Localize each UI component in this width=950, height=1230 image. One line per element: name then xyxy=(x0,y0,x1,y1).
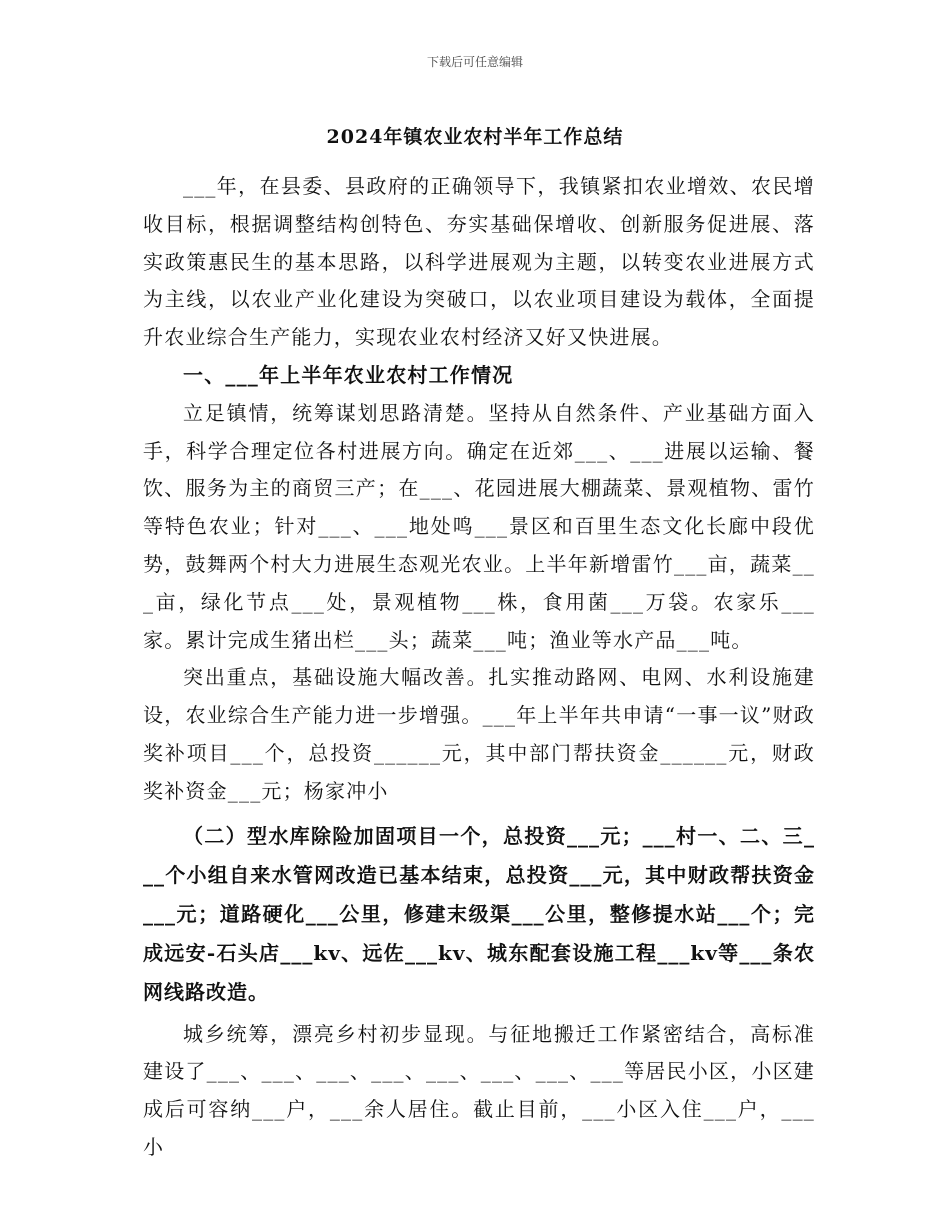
document-title: 2024年镇农业农村半年工作总结 xyxy=(326,126,624,148)
paragraph-planning: 立足镇情，统筹谋划思路清楚。坚持从自然条件、产业基础方面入手，科学合理定位各村进展方向。确定在近郊___、___进展以运输、餐饮、服务为主的商贸三产；在___、花园进展大棚蔬菜、景观植物、雷竹等特色农业；针对___、___地处鸣___景区和百里生态文化长廊中段优势，鼓舞两个村大力进展生态观光农业。上半年新增雷竹___亩，蔬菜___亩，绿化节点___处，景观植物___株，食用菌___万袋。农家乐___家。累计完成生猪出栏___头；蔬菜___吨；渔业等水产品___吨。 xyxy=(143,400,815,652)
paragraph-infrastructure: 突出重点，基础设施大幅改善。扎实推动路网、电网、水利设施建设，农业综合生产能力进一步增强。___年上半年共申请“一事一议”财政奖补项目___个，总投资______元，其中部门帮扶资金______元，财政奖补资金___元；杨家冲小 xyxy=(143,665,815,803)
document-body xyxy=(143,168,815,1167)
intro-paragraph: ___年，在县委、县政府的正确领导下，我镇紧扣农业增效、农民增收目标，根据调整结构创特色、夯实基础保增收、创新服务促进展、落实政策惠民生的基本思路，以科学进展观为主题，以转变农业进展方式为主线，以农业产业化建设为突破口，以农业项目建设为载体，全面提升农业综合生产能力，实现农业农村经济又好又快进展。 xyxy=(143,174,815,350)
paragraph-projects-bold: （二）型水库除险加固项目一个，总投资___元；___村一、二、三___个小组自来水管网改造已基本结束，总投资___元，其中财政帮扶资金___元；道路硬化___公里，修建末级渠___公里，整修提水站___个；完成远安-石头店___kv、远佐___kv、城东配套设施工程___kv等___条农网线路改造。 xyxy=(143,823,815,1004)
page-header-note: 下载后可任意编辑 xyxy=(426,55,523,69)
paragraph-urban-rural: 城乡统筹，漂亮乡村初步显现。与征地搬迁工作紧密结合，高标准建设了___、___、___、___、___、___、___、___等居民小区，小区建成后可容纳___户，___余人居住。截止目前，___小区入住___户，___小 xyxy=(143,1021,815,1159)
section-heading: 一、___年上半年农业农村工作情况 xyxy=(183,362,514,387)
